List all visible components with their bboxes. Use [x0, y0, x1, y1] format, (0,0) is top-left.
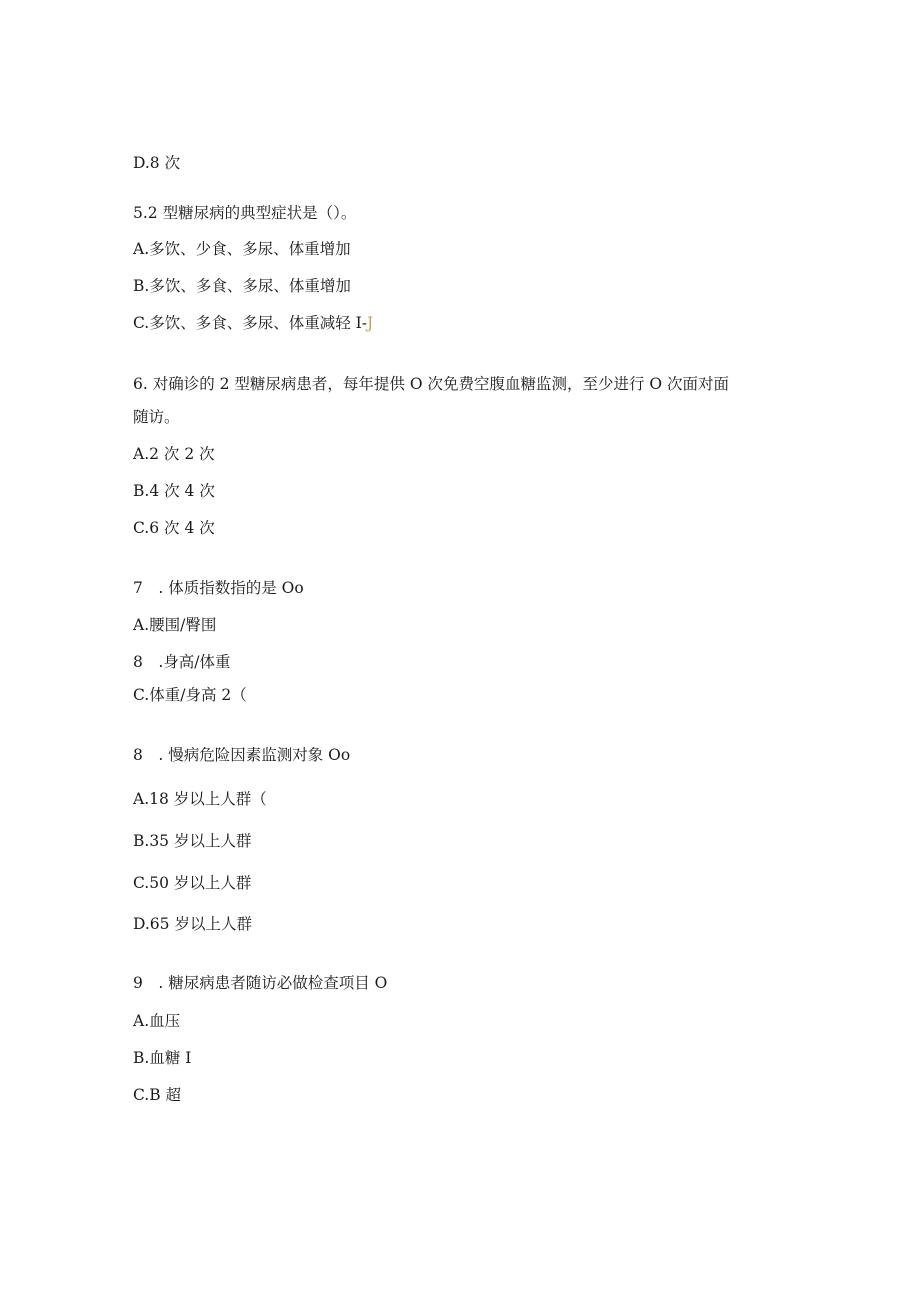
question-9-option-c: C.B 超	[133, 1086, 182, 1104]
question-7-text: 7 . 体质指数指的是 Oo	[133, 579, 304, 597]
question-8-option-c: C.50 岁以上人群	[133, 874, 252, 892]
question-9-option-a: A.血压	[133, 1012, 181, 1030]
question-7-option-a: A.腰围/臀围	[133, 616, 217, 634]
question-7-option-c: C.体重/身高 2（	[133, 686, 247, 704]
question-5-option-c-text: C.多饮、多食、多尿、体重减轻 I-	[133, 314, 368, 332]
question-5-option-c-mark: J	[367, 314, 374, 332]
question-6-option-a: A.2 次 2 次	[133, 445, 215, 463]
question-5-option-b: B.多饮、多食、多尿、体重增加	[133, 277, 351, 295]
question-6-option-b: B.4 次 4 次	[133, 482, 215, 500]
question-5-text: 5.2 型糖尿病的典型症状是（）。	[133, 204, 357, 222]
question-6-option-c: C.6 次 4 次	[133, 519, 215, 537]
option-d-8-times: D.8 次	[133, 154, 181, 172]
question-8-option-d: D.65 岁以上人群	[133, 915, 252, 933]
question-8-option-b: B.35 岁以上人群	[133, 832, 252, 850]
question-8-text: 8 . 慢病危险因素监测对象 Oo	[133, 746, 351, 764]
question-8-option-a: A.18 岁以上人群（	[133, 790, 267, 808]
question-5-option-a: A.多饮、少食、多尿、体重增加	[133, 240, 351, 258]
question-9-option-b: B.血糖 I	[133, 1049, 192, 1067]
question-5-option-c	[133, 313, 373, 333]
question-7-option-b: 8 .身高/体重	[133, 653, 231, 671]
question-6-text-continued: 随访。	[133, 408, 180, 426]
question-6-text: 6. 对确诊的 2 型糖尿病患者，每年提供 O 次免费空腹血糖监测，至少进行 O 次面对面	[133, 375, 730, 393]
question-9-text: 9 . 糖尿病患者随访必做检查项目 O	[133, 974, 388, 992]
